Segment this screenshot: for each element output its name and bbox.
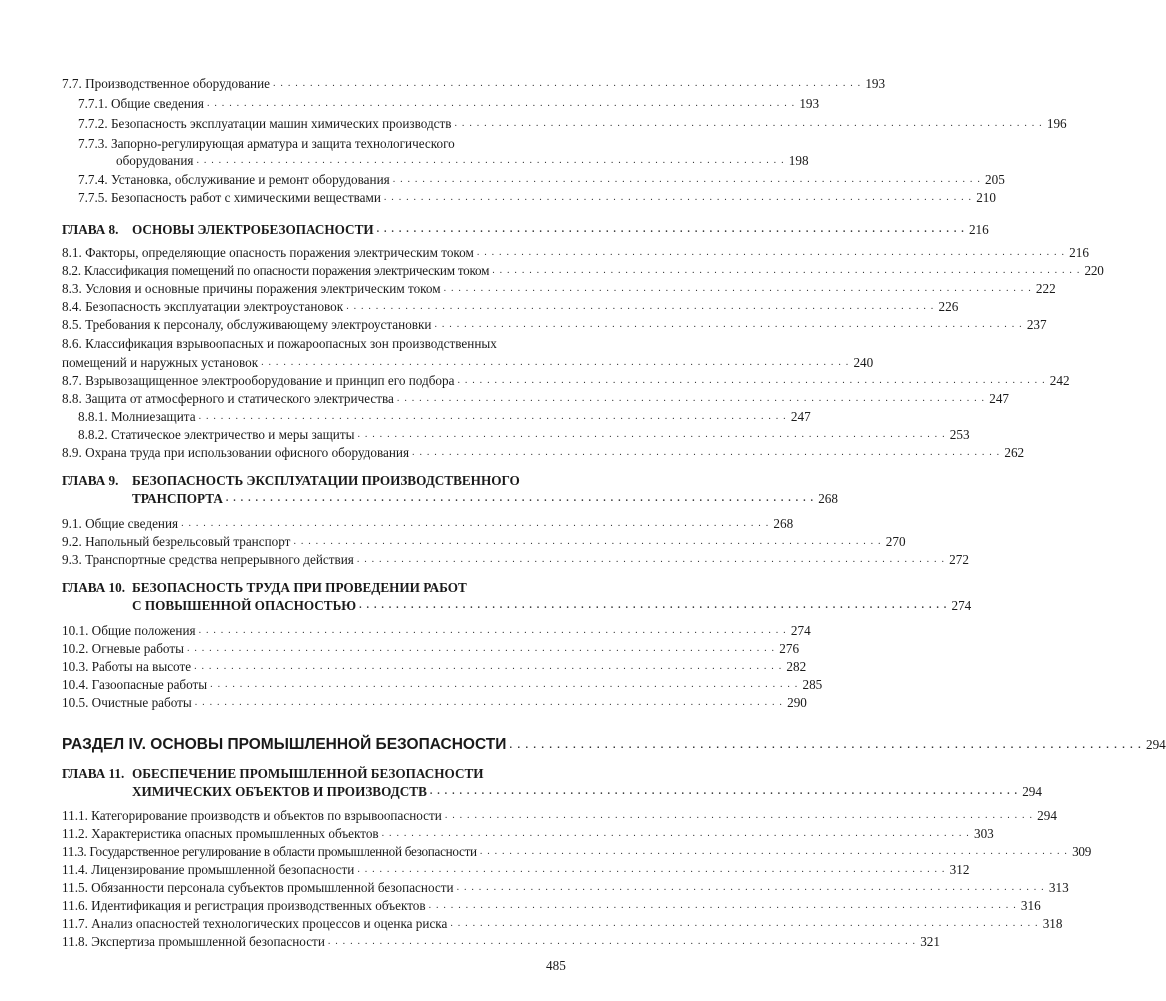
chapter-number: ГЛАВА 10. [62, 580, 126, 595]
toc-page-number: 220 [1084, 263, 1104, 278]
leader-dots: . . . . . . . . . . . . . . . . . . . . . . . . . . . . . . . . . . . . . . . . . . . . . . . . . . . . . . . . . . . . . . . . . . . . . . . . . . . . . . . . [181, 518, 770, 529]
toc-entry-text: 8.1. Факторы, определяющие опасность поражения электрическим током [62, 245, 474, 260]
page-number: 485 [546, 958, 566, 973]
toc-entry-line[interactable] [78, 136, 568, 152]
toc-page-number: 290 [787, 695, 807, 710]
toc-chapter-line[interactable] [62, 766, 484, 782]
leader-dots: . . . . . . . . . . . . . . . . . . . . . . . . . . . . . . . . . . . . . . . . . . . . . . . . . . . . . . . . . . . . . . . . . . . . . . . . . . . . . . . . [450, 918, 1039, 929]
toc-entry-text: 10.3. Работы на высоте [62, 659, 192, 674]
toc-page-number: 193 [865, 76, 886, 91]
toc-page-number: 210 [976, 190, 996, 205]
part-title: РАЗДЕЛ IV. ОСНОВЫ ПРОМЫШЛЕННОЙ БЕЗОПАСНОСТИ [62, 736, 507, 753]
toc-page-number: 205 [985, 172, 1005, 187]
toc-page-number: 198 [788, 153, 809, 168]
toc-entry[interactable] [62, 263, 1104, 279]
chapter-title: ХИМИЧЕСКИХ ОБЪЕКТОВ И ПРОИЗВОДСТВ [132, 784, 427, 799]
toc-entry[interactable] [116, 153, 809, 169]
toc-entry-text: 11.6. Идентификация и регистрация производственных объектов [62, 898, 426, 913]
leader-dots: . . . . . . . . . . . . . . . . . . . . . . . . . . . . . . . . . . . . . . . . . . . . . . . . . . . . . . . . . . . . . . . . . . . . . . . . . . . . . . . . [357, 429, 946, 440]
toc-page-number: 276 [779, 641, 800, 656]
toc-page-number: 321 [920, 934, 940, 949]
leader-dots: . . . . . . . . . . . . . . . . . . . . . . . . . . . . . . . . . . . . . . . . . . . . . . . . . . . . . . . . . . . . . . . . . . . . . . . . . . . . . . . . [225, 493, 815, 504]
toc-entry-text: 9.2. Напольный безрельсовый транспорт [62, 534, 291, 549]
toc-page-number: 253 [949, 427, 970, 442]
toc-page-number: 268 [818, 491, 838, 506]
leader-dots: . . . . . . . . . . . . . . . . . . . . . . . . . . . . . . . . . . . . . . . . . . . . . . . . . . . . . . . . . . . . . . . . . . . . . . . . . . . . . . . . [293, 536, 882, 547]
leader-dots: . . . . . . . . . . . . . . . . . . . . . . . . . . . . . . . . . . . . . . . . . . . . . . . . . . . . . . . . . . . . . . . . . . . . . . . . . . . . . . . . [359, 600, 948, 611]
toc-entry[interactable] [78, 172, 1005, 188]
toc-page-number: 318 [1042, 916, 1063, 931]
toc-entry-text: оборудования [116, 153, 194, 168]
toc-page-number: 272 [949, 552, 969, 567]
leader-dots: . . . . . . . . . . . . . . . . . . . . . . . . . . . . . . . . . . . . . . . . . . . . . . . . . . . . . . . . . . . . . . . . . . . . . . . . . . . . . . . . [207, 98, 796, 109]
toc-page-number: 240 [853, 355, 874, 370]
toc-page-number: 216 [1069, 245, 1089, 260]
toc-entry-text: 10.1. Общие положения [62, 623, 196, 638]
toc-entry[interactable] [62, 641, 800, 657]
leader-dots: . . . . . . . . . . . . . . . . . . . . . . . . . . . . . . . . . . . . . . . . . . . . . . . . . . . . . . . . . . . . . . . . . . . . . . . . . . . . . . . . [412, 447, 1001, 458]
toc-page-number: 237 [1026, 317, 1047, 332]
toc-entry-text: 9.1. Общие сведения [62, 516, 179, 531]
toc-entry[interactable] [62, 880, 1069, 896]
leader-dots: . . . . . . . . . . . . . . . . . . . . . . . . . . . . . . . . . . . . . . . . . . . . . . . . . . . . . . . . . . . . . . . . . . . . . . . . . . . . . . . . [456, 882, 1045, 893]
toc-entry-text: 11.8. Экспертиза промышленной безопасности [62, 934, 325, 949]
toc-entry-text: 8.8. Защита от атмосферного и статического электричества [62, 391, 394, 406]
leader-dots: . . . . . . . . . . . . . . . . . . . . . . . . . . . . . . . . . . . . . . . . . . . . . . . . . . . . . . . . . . . . . . . . . . . . . . . . . . . . . . . . [327, 936, 917, 947]
toc-page-number: 222 [1035, 281, 1056, 296]
chapter-number: ГЛАВА 8. [62, 222, 119, 237]
toc-entry[interactable] [62, 934, 940, 950]
leader-dots: . . . . . . . . . . . . . . . . . . . . . . . . . . . . . . . . . . . . . . . . . . . . . . . . . . . . . . . . . . . . . . . . . . . . . . . . . . . . . . . . [198, 411, 787, 422]
toc-entry-text: 8.7. Взрывозащищенное электрооборудование и принцип его подбора [62, 373, 455, 388]
leader-dots: . . . . . . . . . . . . . . . . . . . . . . . . . . . . . . . . . . . . . . . . . . . . . . . . . . . . . . . . . . . . . . . . . . . . . . . . . . . . . . . . [444, 810, 1034, 821]
toc-page-number: 294 [1145, 737, 1166, 752]
toc-page-number: 247 [790, 409, 811, 424]
toc-entry[interactable] [78, 116, 1067, 132]
toc-entry-text: 11.3. Государственное регулирование в области промышленной безопасности [62, 844, 477, 859]
toc-entry-text: помещений и наружных установок [62, 355, 259, 370]
toc-entry-text: 8.8.1. Молниезащита [78, 409, 196, 424]
toc-entry-text: 10.4. Газоопасные работы [62, 677, 208, 692]
toc-page-number: 242 [1049, 373, 1070, 388]
toc-page-number: 196 [1046, 116, 1067, 131]
toc-entry-text: 11.4. Лицензирование промышленной безопасности [62, 862, 355, 877]
toc-page-number: 274 [790, 623, 811, 638]
toc-entry-line[interactable] [62, 336, 568, 352]
leader-dots: . . . . . . . . . . . . . . . . . . . . . . . . . . . . . . . . . . . . . . . . . . . . . . . . . . . . . . . . . . . . . . . . . . . . . . . . . . . . . . . . [357, 864, 946, 875]
toc-entry-text: 8.4. Безопасность эксплуатации электроустановок [62, 299, 344, 314]
toc-entry[interactable] [62, 317, 1047, 333]
toc-page-number: 268 [773, 516, 794, 531]
toc-page-number: 193 [799, 96, 820, 111]
toc-entry[interactable] [62, 552, 969, 568]
chapter-title: БЕЗОПАСНОСТЬ ЭКСПЛУАТАЦИИ ПРОИЗВОДСТВЕННОГО [132, 473, 520, 488]
toc-entry-text: 10.2. Огневые работы [62, 641, 184, 656]
leader-dots: . . . . . . . . . . . . . . . . . . . . . . . . . . . . . . . . . . . . . . . . . . . . . . . . . . . . . . . . . . . . . . . . . . . . . . . . . . . . . . . . [396, 393, 986, 404]
leader-dots: . . . . . . . . . . . . . . . . . . . . . . . . . . . . . . . . . . . . . . . . . . . . . . . . . . . . . . . . . . . . . . . . . . . . . . . . . . . . . . . . [509, 740, 1142, 751]
toc-page-number: 274 [951, 598, 972, 613]
toc-page-number: 226 [938, 299, 959, 314]
chapter-number: ГЛАВА 9. [62, 473, 119, 488]
toc-entry[interactable] [78, 190, 996, 206]
toc-entry-text: 7.7.2. Безопасность эксплуатации машин химических производств [78, 116, 452, 131]
toc-page-number: 316 [1020, 898, 1041, 913]
toc-entry-text: 11.5. Обязанности персонала субъектов промышленной безопасности [62, 880, 454, 895]
toc-chapter-line[interactable] [62, 473, 520, 489]
toc-entry[interactable] [62, 659, 807, 675]
toc-entry[interactable] [62, 445, 1025, 461]
toc-entry[interactable] [62, 76, 886, 92]
toc-entry[interactable] [62, 677, 823, 693]
leader-dots: . . . . . . . . . . . . . . . . . . . . . . . . . . . . . . . . . . . . . . . . . . . . . . . . . . . . . . . . . . . . . . . . . . . . . . . . . . . . . . . . [383, 192, 973, 203]
toc-entry[interactable] [62, 355, 874, 371]
toc-entry[interactable] [78, 409, 811, 425]
toc-entry[interactable] [62, 245, 1089, 261]
toc-entry[interactable] [62, 695, 807, 711]
toc-entry[interactable] [78, 96, 820, 112]
leader-dots: . . . . . . . . . . . . . . . . . . . . . . . . . . . . . . . . . . . . . . . . . . . . . . . . . . . . . . . . . . . . . . . . . . . . . . . . . . . . . . . . [194, 661, 783, 672]
leader-dots: . . . . . . . . . . . . . . . . . . . . . . . . . . . . . . . . . . . . . . . . . . . . . . . . . . . . . . . . . . . . . . . . . . . . . . . . . . . . . . . . [457, 375, 1046, 386]
toc-page-number: 285 [802, 677, 823, 692]
toc-entry-text: 8.8.2. Статическое электричество и меры защиты [78, 427, 355, 442]
toc-page-number: 270 [885, 534, 906, 549]
toc-entry-text: 10.5. Очистные работы [62, 695, 192, 710]
toc-entry[interactable] [62, 391, 1010, 407]
toc-entry[interactable] [62, 844, 1092, 860]
chapter-title: ОБЕСПЕЧЕНИЕ ПРОМЫШЛЕННОЙ БЕЗОПАСНОСТИ [132, 766, 484, 781]
chapter-title: С ПОВЫШЕННОЙ ОПАСНОСТЬЮ [132, 598, 357, 613]
leader-dots: . . . . . . . . . . . . . . . . . . . . . . . . . . . . . . . . . . . . . . . . . . . . . . . . . . . . . . . . . . . . . . . . . . . . . . . . . . . . . . . . [261, 357, 850, 368]
toc-page-number: 282 [786, 659, 807, 674]
toc-entry[interactable] [62, 826, 994, 842]
leader-dots: . . . . . . . . . . . . . . . . . . . . . . . . . . . . . . . . . . . . . . . . . . . . . . . . . . . . . . . . . . . . . . . . . . . . . . . . . . . . . . . . [376, 224, 965, 235]
toc-entry[interactable] [62, 898, 1041, 914]
toc-page-number: 313 [1048, 880, 1069, 895]
leader-dots: . . . . . . . . . . . . . . . . . . . . . . . . . . . . . . . . . . . . . . . . . . . . . . . . . . . . . . . . . . . . . . . . . . . . . . . . . . . . . . . . [273, 78, 862, 89]
leader-dots: . . . . . . . . . . . . . . . . . . . . . . . . . . . . . . . . . . . . . . . . . . . . . . . . . . . . . . . . . . . . . . . . . . . . . . . . . . . . . . . . [186, 643, 776, 654]
toc-entry-text: 8.5. Требования к персоналу, обслуживающему электроустановки [62, 317, 432, 332]
toc-entry[interactable] [62, 623, 811, 639]
leader-dots: . . . . . . . . . . . . . . . . . . . . . . . . . . . . . . . . . . . . . . . . . . . . . . . . . . . . . . . . . . . . . . . . . . . . . . . . . . . . . . . . [346, 301, 935, 312]
toc-entry-text: 11.1. Категорирование производств и объектов по взрывоопасности [62, 808, 442, 823]
toc-entry[interactable] [62, 916, 1063, 932]
leader-dots: . . . . . . . . . . . . . . . . . . . . . . . . . . . . . . . . . . . . . . . . . . . . . . . . . . . . . . . . . . . . . . . . . . . . . . . . . . . . . . . . [356, 554, 946, 565]
toc-entry[interactable] [62, 534, 906, 550]
chapter-title: ОСНОВЫ ЭЛЕКТРОБЕЗОПАСНОСТИ [132, 222, 374, 237]
toc-entry-text: 8.6. Классификация взрывоопасных и пожароопасных зон производственных [62, 336, 497, 351]
toc-page-number: 294 [1022, 784, 1042, 799]
toc-entry[interactable] [62, 862, 970, 878]
leader-dots: . . . . . . . . . . . . . . . . . . . . . . . . . . . . . . . . . . . . . . . . . . . . . . . . . . . . . . . . . . . . . . . . . . . . . . . . . . . . . . . . [492, 265, 1081, 276]
toc-entry-text: 7.7.5. Безопасность работ с химическими веществами [78, 190, 381, 205]
toc-entry[interactable] [78, 427, 970, 443]
toc-entry-text: 9.3. Транспортные средства непрерывного действия [62, 552, 354, 567]
toc-entry-text: 8.3. Условия и основные причины поражения электрическим током [62, 281, 441, 296]
leader-dots: . . . . . . . . . . . . . . . . . . . . . . . . . . . . . . . . . . . . . . . . . . . . . . . . . . . . . . . . . . . . . . . . . . . . . . . . . . . . . . . . [429, 786, 1019, 797]
toc-entry-text: 8.2. Классификация помещений по опасности поражения электрическим током [62, 263, 490, 278]
toc-page-number: 303 [973, 826, 994, 841]
toc-page-number: 216 [968, 222, 989, 237]
toc-chapter[interactable] [132, 491, 838, 507]
toc-chapter[interactable] [132, 784, 1042, 800]
toc-entry[interactable] [62, 516, 794, 532]
toc-entry-text: 8.9. Охрана труда при использовании офисного оборудования [62, 445, 410, 460]
leader-dots: . . . . . . . . . . . . . . . . . . . . . . . . . . . . . . . . . . . . . . . . . . . . . . . . . . . . . . . . . . . . . . . . . . . . . . . . . . . . . . . . [454, 118, 1043, 129]
leader-dots: . . . . . . . . . . . . . . . . . . . . . . . . . . . . . . . . . . . . . . . . . . . . . . . . . . . . . . . . . . . . . . . . . . . . . . . . . . . . . . . . [196, 155, 785, 166]
toc-chapter[interactable] [132, 598, 972, 614]
toc-page-number: 262 [1004, 445, 1025, 460]
leader-dots: . . . . . . . . . . . . . . . . . . . . . . . . . . . . . . . . . . . . . . . . . . . . . . . . . . . . . . . . . . . . . . . . . . . . . . . . . . . . . . . . [194, 697, 784, 708]
toc-entry[interactable] [62, 808, 1057, 824]
toc-entry-text: 7.7.1. Общие сведения [78, 96, 204, 111]
toc-entry-text: 7.7. Производственное оборудование [62, 76, 271, 91]
toc-entry-text: 7.7.3. Запорно-регулирующая арматура и защита технологического [78, 136, 455, 151]
toc-page-number: 294 [1037, 808, 1057, 823]
chapter-title: ТРАНСПОРТА [132, 491, 223, 506]
toc-chapter[interactable] [62, 222, 989, 238]
leader-dots: . . . . . . . . . . . . . . . . . . . . . . . . . . . . . . . . . . . . . . . . . . . . . . . . . . . . . . . . . . . . . . . . . . . . . . . . . . . . . . . . [198, 625, 787, 636]
leader-dots: . . . . . . . . . . . . . . . . . . . . . . . . . . . . . . . . . . . . . . . . . . . . . . . . . . . . . . . . . . . . . . . . . . . . . . . . . . . . . . . . [479, 846, 1069, 857]
toc-entry-text: 11.7. Анализ опасностей технологических процессов и оценка риска [62, 916, 448, 931]
leader-dots: . . . . . . . . . . . . . . . . . . . . . . . . . . . . . . . . . . . . . . . . . . . . . . . . . . . . . . . . . . . . . . . . . . . . . . . . . . . . . . . . [476, 247, 1066, 258]
toc-chapter-line[interactable] [62, 580, 467, 596]
toc-entry[interactable] [62, 299, 959, 315]
chapter-number: ГЛАВА 11. [62, 766, 125, 781]
toc-page-number: 312 [949, 862, 970, 877]
toc-part[interactable] [62, 736, 1166, 754]
chapter-title: БЕЗОПАСНОСТЬ ТРУДА ПРИ ПРОВЕДЕНИИ РАБОТ [132, 580, 467, 595]
leader-dots: . . . . . . . . . . . . . . . . . . . . . . . . . . . . . . . . . . . . . . . . . . . . . . . . . . . . . . . . . . . . . . . . . . . . . . . . . . . . . . . . [381, 828, 970, 839]
toc-entry[interactable] [62, 373, 1070, 389]
leader-dots: . . . . . . . . . . . . . . . . . . . . . . . . . . . . . . . . . . . . . . . . . . . . . . . . . . . . . . . . . . . . . . . . . . . . . . . . . . . . . . . . [443, 283, 1032, 294]
leader-dots: . . . . . . . . . . . . . . . . . . . . . . . . . . . . . . . . . . . . . . . . . . . . . . . . . . . . . . . . . . . . . . . . . . . . . . . . . . . . . . . . [434, 319, 1023, 330]
toc-entry-text: 11.2. Характеристика опасных промышленных объектов [62, 826, 379, 841]
toc-entry-text: 7.7.4. Установка, обслуживание и ремонт оборудования [78, 172, 390, 187]
toc-entry[interactable] [62, 281, 1056, 297]
toc-page-number: 309 [1072, 844, 1092, 859]
leader-dots: . . . . . . . . . . . . . . . . . . . . . . . . . . . . . . . . . . . . . . . . . . . . . . . . . . . . . . . . . . . . . . . . . . . . . . . . . . . . . . . . [392, 174, 982, 185]
leader-dots: . . . . . . . . . . . . . . . . . . . . . . . . . . . . . . . . . . . . . . . . . . . . . . . . . . . . . . . . . . . . . . . . . . . . . . . . . . . . . . . . [428, 900, 1017, 911]
toc-page-number: 247 [989, 391, 1010, 406]
leader-dots: . . . . . . . . . . . . . . . . . . . . . . . . . . . . . . . . . . . . . . . . . . . . . . . . . . . . . . . . . . . . . . . . . . . . . . . . . . . . . . . . [210, 679, 799, 690]
